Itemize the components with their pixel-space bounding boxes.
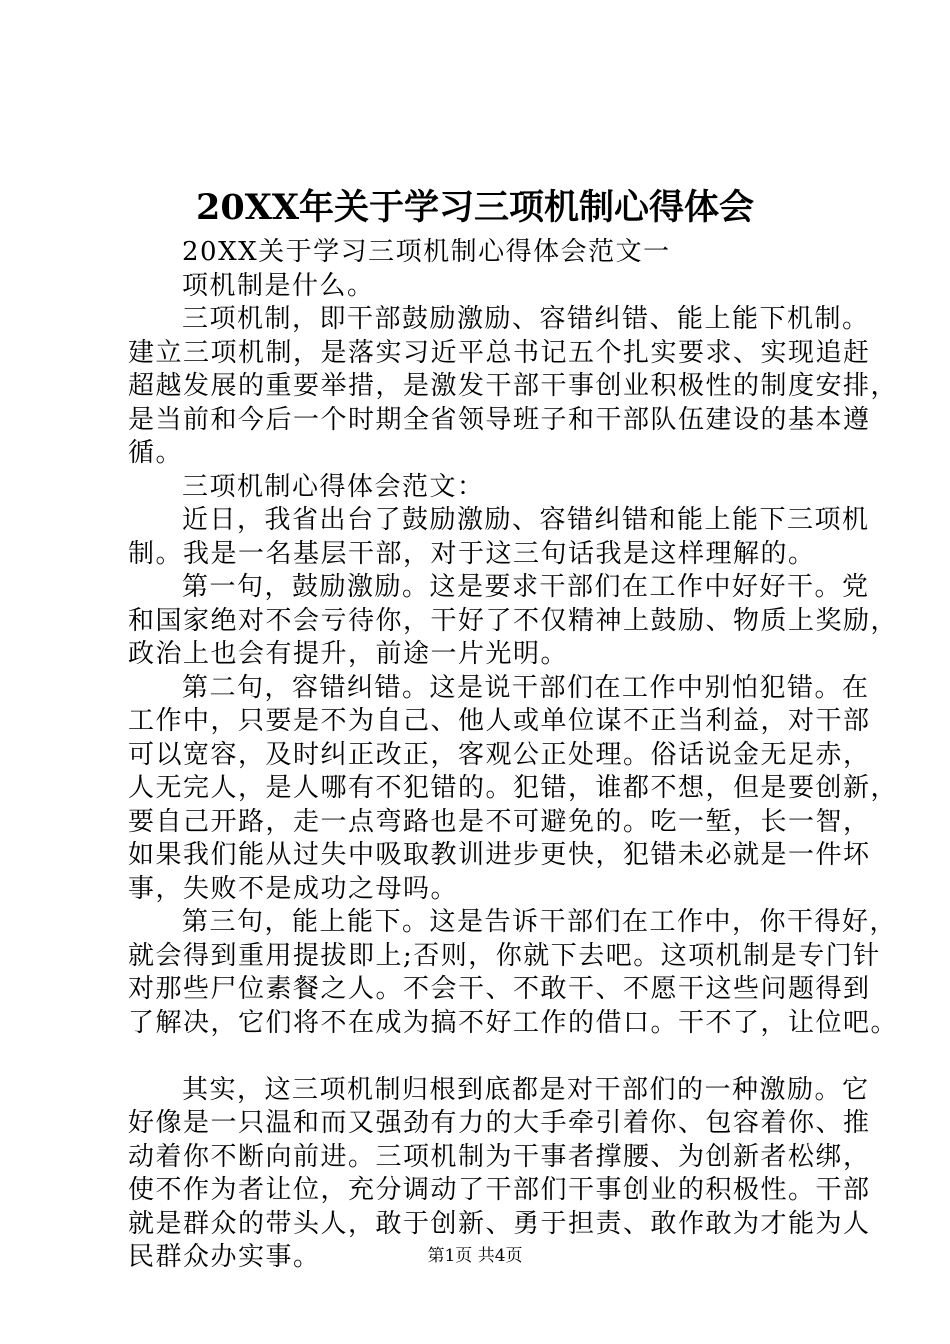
document-title: 20XX年关于学习三项机制心得体会: [195, 187, 755, 228]
body-paragraph: [128, 303, 899, 471]
paragraph-line: 要自己开路，走一点弯路也是不可避免的。吃一堑，长一智，: [128, 806, 871, 837]
paragraph-line: 和国家绝对不会亏待你，干好了不仅精神上鼓励、物质上奖励，: [128, 605, 899, 636]
paragraph-line: 近日，我省出台了鼓励激励、容错纠错和能上能下三项机: [182, 505, 870, 535]
paragraph-line: 第一句，鼓励激励。这是要求干部们在工作中好好干。党: [182, 572, 870, 602]
paragraph-line: 三项机制，即干部鼓励激励、容错纠错、能上能下机制。: [182, 304, 870, 334]
paragraph-line: 可以宽容，及时纠正改正，客观公正处理。俗话说金无足赤，: [128, 739, 871, 770]
paragraph-line: 了解决，它们将不在成为搞不好工作的借口。干不了，让位吧。: [128, 1007, 899, 1038]
paragraph-line: 政治上也会有提升，前途一片光明。: [128, 639, 569, 669]
paragraph-line: 使不作为者让位，充分调动了干部们干事创业的积极性。干部: [128, 1175, 871, 1205]
paragraph-line: 事，失败不是成功之母吗。: [128, 873, 459, 904]
body-paragraph: [128, 471, 850, 505]
paragraph-line: 循。: [128, 438, 184, 468]
paragraph-line: 对那些尸位素餐之人。不会干、不敢干、不愿干这些问题得到: [128, 974, 871, 1004]
paragraph-line: 三项机制心得体会范文：: [182, 471, 485, 502]
paragraph-line: 第三句，能上能下。这是告诉干部们在工作中，你干得好，: [182, 907, 898, 937]
paragraph-line: 制。我是一名基层干部，对于这三句话我是这样理解的。: [128, 538, 816, 569]
paragraph-line: 就会得到重用提拔即上;否则，你就下去吧。这项机制是专门针: [128, 940, 881, 971]
paragraph-line: 如果我们能从过失中吸取教训进步更快，犯错未必就是一件坏: [128, 840, 871, 870]
body-paragraph: [128, 270, 850, 304]
body-paragraph: [128, 906, 899, 1040]
paragraph-line: 是当前和今后一个时期全省领导班子和干部队伍建设的基本遵: [128, 404, 871, 435]
paragraph-line: 超越发展的重要举措，是激发干部干事创业积极性的制度安排，: [128, 371, 899, 401]
blank-line: [128, 1040, 850, 1074]
paragraph-line: 民群众办实事。: [128, 1242, 321, 1272]
paragraph-line: 建立三项机制，是落实习近平总书记五个扎实要求、实现追赶: [128, 337, 871, 368]
paragraph-line: 其实，这三项机制归根到底都是对干部们的一种激励。它: [182, 1074, 870, 1105]
body-paragraph: [128, 504, 870, 571]
paragraph-line: 第二句，容错纠错。这是说干部们在工作中别怕犯错。在: [182, 672, 870, 703]
paragraph-line: 好像是一只温和而又强劲有力的大手牵引着你、包容着你、推: [128, 1108, 871, 1138]
paragraph-line: 动着你不断向前进。三项机制为干事者撑腰、为创新者松绑，: [128, 1141, 871, 1172]
paragraph-line: 工作中，只要是不为自己、他人或单位谋不正当利益，对干部: [128, 706, 871, 736]
paragraph-line: 项机制是什么。: [182, 270, 375, 301]
page-footer: 第1页 共4页: [427, 1246, 523, 1266]
paragraph-line: 20XX关于学习三项机制心得体会范文一: [182, 237, 671, 267]
paragraph-line: 就是群众的带头人，敢于创新、勇于担责、敢作敢为才能为人: [128, 1208, 871, 1239]
body-paragraph: [128, 672, 899, 907]
body-paragraph: [128, 571, 899, 672]
document-body: [128, 236, 899, 1275]
body-paragraph: [128, 236, 850, 270]
paragraph-line: 人无完人，是人哪有不犯错的。犯错，谁都不想，但是要创新，: [128, 773, 899, 803]
